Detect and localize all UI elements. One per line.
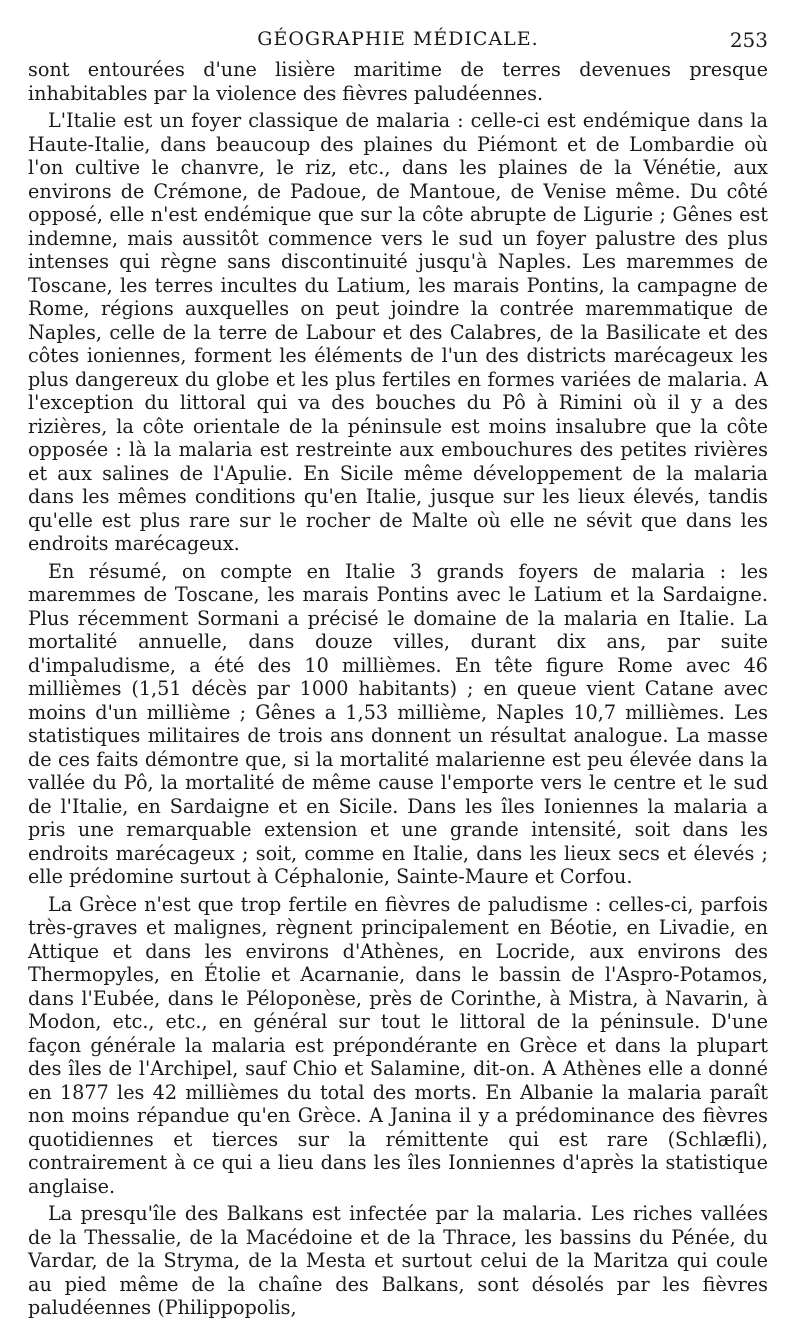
body-text	[28, 58, 768, 1320]
running-head	[28, 24, 768, 54]
paragraph-italie: L'Italie est un foyer classique de malaria : celle-ci est endémique dans la Haute-Italie, dans beaucoup des plaines du Piémont et de Lombardie où l'on cultive le chanvre, le riz, etc., dans les plaines de la Vénétie, aux environs de Crémone, de Padoue, de Mantoue, de Venise même. Du côté opposé, elle n'est endémique que sur la côte abrupte de Ligurie ; Gênes est indemne, mais aussitôt commence vers le sud un foyer palustre des plus intenses qui règne sans discontinuité jusqu'à Naples. Les maremmes de Toscane, les terres incultes du Latium, les marais Pontins, la campagne de Rome, régions auxquelles on peut joindre la contrée maremmatique de Naples, celle de la terre de Labour et des Calabres, de la Basilicate et des côtes ioniennes, forment les éléments de l'un des districts marécageux les plus dangereux du globe et les plus fertiles en formes variées de malaria. A l'exception du littoral qui va des bouches du Pô à Rimini où il y a des rizières, la côte orientale de la péninsule est moins insalubre que la côte opposée : là la malaria est restreinte aux embouchures des petites rivières et aux salines de l'Apulie. En Sicile même développement de la malaria dans les mêmes conditions qu'en Italie, jusque sur les lieux élevés, tandis qu'elle est plus rare sur le rocher de Malte où elle ne sévit que dans les endroits marécageux.	[28, 109, 768, 555]
paragraph-balkans: La presqu'île des Balkans est infectée par la malaria. Les riches vallées de la Thessalie, de la Macédoine et de la Thrace, les bassins du Pénée, du Vardar, de la Stryma, de la Mesta et surtout celui de la Maritza qui coule au pied même de la chaîne des Balkans, sont désolés par les fièvres paludéennes (Philippopolis,	[28, 1202, 768, 1319]
page-number: 253	[729, 28, 768, 52]
paragraph-grece: La Grèce n'est que trop fertile en fièvres de paludisme : celles-ci, parfois très-graves et malignes, règnent principalement en Béotie, en Livadie, en Attique et dans les environs d'Athènes, en Locride, aux environs des Thermopyles, en Étolie et Acarnanie, dans le bassin de l'Aspro-Potamos, dans l'Eubée, dans le Péloponèse, près de Corinthe, à Mistra, à Navarin, à Modon, etc., etc., en général sur tout le littoral de la péninsule. D'une façon générale la malaria est prépondérante en Grèce et dans la plupart des îles de l'Archipel, sauf Chio et Salamine, dit-on. A Athènes elle a donné en 1877 les 42 millièmes du total des morts. En Albanie la malaria paraît non moins répandue qu'en Grèce. A Janina il y a prédominance des fièvres quotidiennes et tierces sur la rémittente qui est rare (Schlæfli), contrairement à ce qui a lieu dans les îles Ionniennes d'après la statistique anglaise.	[28, 892, 768, 1198]
running-title: GÉOGRAPHIE MÉDICALE.	[257, 28, 539, 50]
paragraph-resume: En résumé, on compte en Italie 3 grands foyers de malaria : les maremmes de Toscane, les marais Pontins avec le Latium et la Sardaigne. Plus récemment Sormani a précisé le domaine de la malaria en Italie. La mortalité annuelle, dans douze villes, durant dix ans, par suite d'impaludisme, a été des 10 millièmes. En tête figure Rome avec 46 millièmes (1,51 décès par 1000 habitants) ; en queue vient Catane avec moins d'un millième ; Gênes a 1,53 millième, Naples 10,7 millièmes. Les statistiques militaires de trois ans donnent un résultat analogue. La masse de ces faits démontre que, si la mortalité malarienne est peu élevée dans la vallée du Pô, la mortalité de même cause l'emporte vers le centre et le sud de l'Italie, en Sardaigne et en Sicile. Dans les îles Ioniennes la malaria a pris une remarquable extension et une grande intensité, soit dans les endroits marécageux ; soit, comme en Italie, dans les lieux secs et élevés ; elle prédomine surtout à Céphalonie, Sainte-Maure et Corfou.	[28, 559, 768, 888]
paragraph-continuation: sont entourées d'une lisière maritime de terres devenues presque inhabitables par la violence des fièvres paludéennes.	[28, 58, 768, 105]
book-page	[28, 24, 768, 1324]
